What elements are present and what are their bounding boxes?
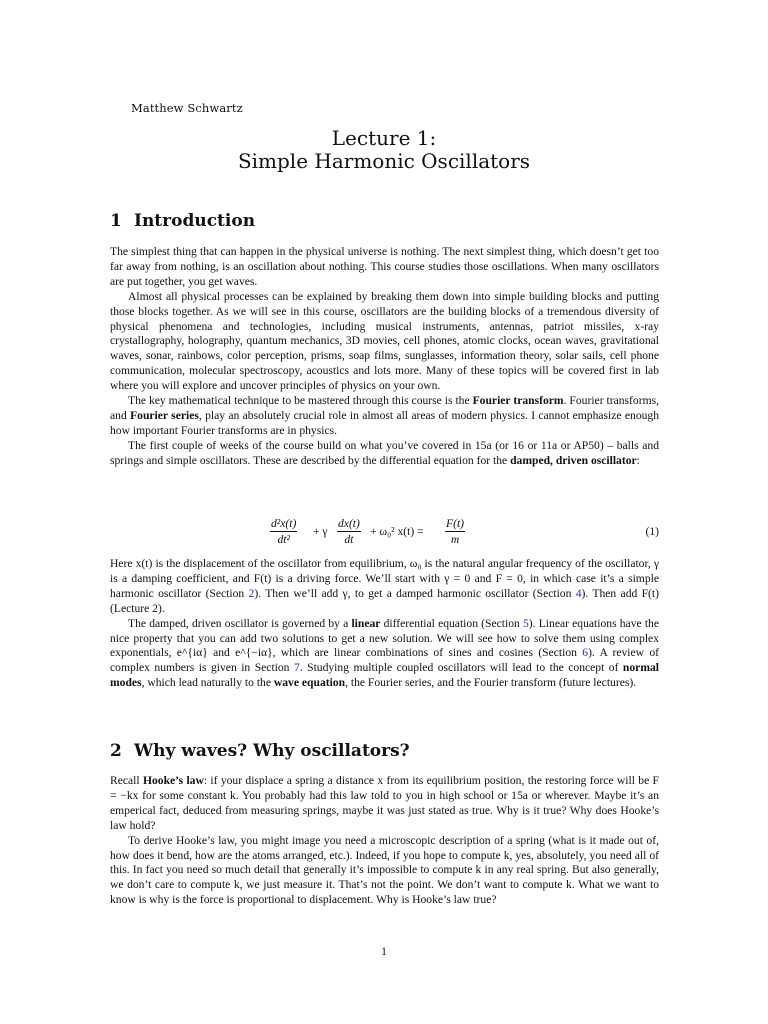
lecture-title-line1: Lecture 1:	[331, 126, 437, 150]
equation-term: + ω₀² x(t) =	[370, 525, 424, 538]
paragraph: To derive Hooke’s law, you might image you need a microscopic description of a spring (what is it made out of, how does it bend, how are the atoms arranged, etc.). Indeed, if you hope to compute k, yes, absolutely, you need all of this. In fact you need so much detail that generally it’s impossible to compute k in any real spring. But also generally, we don’t care to compute k, we just measure it. That’s not the point. We don’t want to compute k. What we want to know is why is the force is proportional to displacement. Why is Hooke’s law true?	[110, 833, 659, 907]
section-1-body-part1	[110, 245, 659, 469]
equation-number: (1)	[645, 525, 659, 538]
section-1-heading	[110, 210, 255, 232]
paragraph: Recall Hooke’s law: if your displace a spring a distance x from its equilibrium position, the restoring force will be F = −kx for some constant k. You probably had this law told to you in high school or 15a or wherever. Maybe it’s an emperical fact, deduced from measuring springs, maybe it was just stated as true. Why is it true? Why does Hooke’s law hold?	[110, 774, 660, 832]
equation-term: + γ	[313, 525, 328, 538]
author-name: Matthew Schwartz	[131, 101, 243, 115]
section-link[interactable]: 5	[522, 616, 529, 630]
paragraph: Almost all physical processes can be explained by breaking them down into simple building blocks and putting those blocks together. As we will see in this course, oscillators are the building blocks of a tremendous diversity of physical phenomena and technologies, including musical instruments, antennas, patriot missiles, x-ray crystallography, holography, quantum mechanics, 3D movies, cell phones, atomic clocks, ocean waves, gravitational waves, sonar, rainbows, color perception, prisms, soap films, sunglasses, information theory, solar sails, cell phone communication, molecular spectroscopy, acoustics and lots more. Many of these topics will be covered first in lab where you will explore and uncover principles of physics on your own.	[110, 289, 659, 393]
lecture-title-line2: Simple Harmonic Oscillators	[237, 149, 531, 173]
section-number: 2	[110, 741, 122, 761]
paragraph: Here x(t) is the displacement of the oscillator from equilibrium, ω₀ is the natural angular frequency of the oscillator, γ is a damping coefficient, and F(t) is a driving force. We’ll start with γ = 0 and F = 0, in which case it’s a simple harmonic oscillator (Section 2). Then we’ll add γ, to get a damped harmonic oscillator (Section 4). Then add F(t) (Lecture 2).	[110, 557, 659, 615]
equation-fraction: $\frac{F(t)}{m}$	[446, 517, 465, 546]
paragraph: The damped, driven oscillator is governed by a linear differential equation (Section 5). Linear equations have the nice property that you can add two solutions to get a new solution. We will see how to solve them using complex exponentials, e^{iα} and e^{−iα}, which are linear combinations of sines and cosines (Section 6). A review of complex numbers is given in Section 7. Studying multiple coupled oscillators will lead to the concept of normal modes, which lead naturally to the wave equation, the Fourier series, and the Fourier transform (future lectures).	[110, 616, 660, 690]
equation-fraction: $\frac{\text{d²x(t)}}{\text{dt²}}$	[271, 517, 297, 546]
section-link[interactable]: 2	[248, 586, 255, 600]
section-2-body	[110, 774, 659, 908]
equation-1	[110, 514, 659, 554]
page-number: 1	[381, 946, 387, 958]
paragraph: The first couple of weeks of the course build on what you’ve covered in 15a (or 16 or 11a or AP50) – balls and springs and simple oscillators. These are described by the differential equation for the damped, driven oscillator:	[110, 438, 659, 467]
section-title: Introduction	[134, 211, 256, 231]
section-1-body-part2	[110, 557, 659, 691]
paragraph: The simplest thing that can happen in the physical universe is nothing. The next simplest thing, which doesn’t get too far away from nothing, is an oscillation about nothing. This course studies those oscillations. When many oscillators are put together, you get waves.	[110, 245, 659, 288]
equation-fraction: $\frac{dx(t)}{dt}$	[338, 517, 360, 546]
section-link[interactable]: 6	[582, 646, 589, 660]
section-link[interactable]: 7	[293, 661, 300, 675]
paragraph: The key mathematical technique to be mastered through this course is the Fourier transform. Fourier transforms, and Fourier series, play an absolutely crucial role in almost all areas of modern physics. I cannot emphasize enough how important Fourier transforms are in physics.	[110, 394, 660, 437]
section-2-heading	[110, 740, 410, 762]
section-link[interactable]: 4	[575, 586, 582, 600]
section-number: 1	[110, 211, 122, 231]
section-title: Why waves? Why oscillators?	[134, 741, 410, 761]
